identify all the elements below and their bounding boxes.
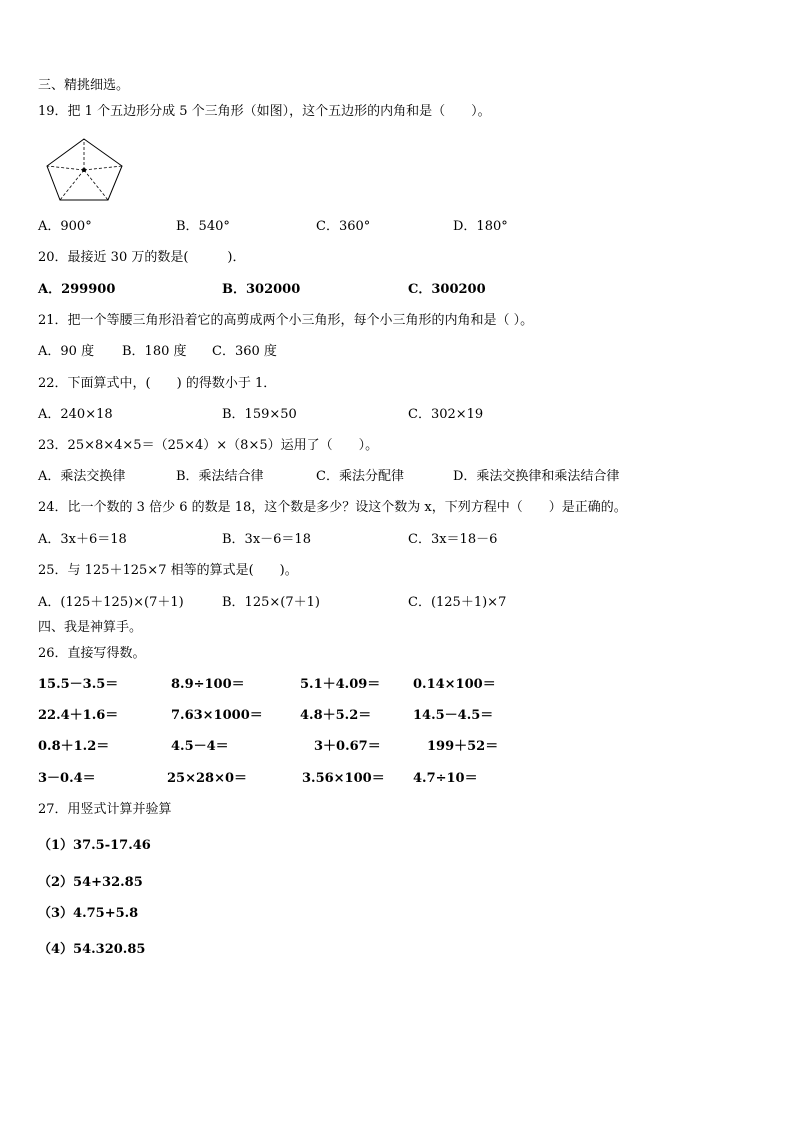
pentagon-center-point: [82, 168, 86, 172]
section-4-title: 四、我是神算手。: [38, 620, 143, 635]
q24-option-a: A．3x＋6＝18: [38, 532, 127, 547]
q20-option-c: C．300200: [408, 282, 486, 297]
question-23-stem: 23．25×8×4×5＝（25×4）×（8×5）运用了（ ）。: [38, 438, 379, 453]
q26-expression: 8.9÷100＝: [171, 677, 245, 692]
q22-option-c: C．302×19: [408, 407, 484, 422]
q26-expression: 5.1＋4.09＝: [300, 677, 381, 692]
q25-option-c: C．(125＋1)×7: [408, 595, 507, 610]
q26-expression: 4.5－4＝: [171, 739, 229, 754]
q26-expression: 22.4＋1.6＝: [38, 708, 119, 723]
q20-option-a: A．299900: [38, 282, 116, 297]
pentagon-dashed-line: [47, 166, 84, 170]
q26-expression: 4.7÷10＝: [413, 771, 478, 786]
section-3-title: 三、精挑细选。: [38, 78, 130, 93]
q26-expression: 25×28×0＝: [167, 771, 248, 786]
question-22-stem: 22．下面算式中，( ) 的得数小于 1．: [38, 376, 277, 391]
q21-option-c: C．360 度: [212, 344, 277, 359]
q26-expression: 3－0.4＝: [38, 771, 96, 786]
pentagon-figure: [44, 136, 126, 204]
q27-item: （4）54.320.85: [38, 942, 146, 957]
q19-option-b: B．540°: [176, 219, 230, 234]
pentagon-dashed-line: [60, 170, 84, 200]
question-20-stem: 20．最接近 30 万的数是( )．: [38, 250, 246, 265]
q21-option-b: B．180 度: [122, 344, 187, 359]
q26-expression: 7.63×1000＝: [171, 708, 263, 723]
q26-expression: 199＋52＝: [427, 739, 499, 754]
q20-option-b: B．302000: [222, 282, 301, 297]
q26-expression: 3＋0.67＝: [314, 739, 381, 754]
q26-expression: 15.5－3.5＝: [38, 677, 119, 692]
pentagon-dashed-line: [84, 170, 108, 200]
q22-option-a: A．240×18: [38, 407, 113, 422]
q25-option-b: B．125×(7＋1): [222, 595, 320, 610]
q26-expression: 0.14×100＝: [413, 677, 496, 692]
question-19-stem: 19．把 1 个五边形分成 5 个三角形（如图），这个五边形的内角和是（ ）。: [38, 104, 491, 119]
question-27-stem: 27．用竖式计算并验算: [38, 802, 172, 817]
pentagon-dashed-line: [84, 166, 122, 170]
q27-item: （2）54+32.85: [38, 875, 143, 890]
q27-item: （3）4.75+5.8: [38, 906, 139, 921]
q19-option-a: A．900°: [38, 219, 92, 234]
q23-option-a: A．乘法交换律: [38, 469, 126, 484]
q19-option-d: D．180°: [453, 219, 508, 234]
q26-expression: 0.8＋1.2＝: [38, 739, 110, 754]
question-24-stem: 24．比一个数的 3 倍少 6 的数是 18，这个数是多少？设这个数为 x，下列方程中（ ）是正确的。: [38, 500, 627, 515]
q24-option-b: B．3x－6＝18: [222, 532, 311, 547]
question-21-stem: 21．把一个等腰三角形沿着它的高剪成两个小三角形，每个小三角形的内角和是（ ）。: [38, 313, 534, 328]
question-25-stem: 25．与 125＋125×7 相等的算式是( )。: [38, 563, 298, 578]
q26-expression: 4.8＋5.2＝: [300, 708, 372, 723]
q26-expression: 14.5－4.5＝: [413, 708, 494, 723]
q27-item: （1）37.5-17.46: [38, 838, 151, 853]
q26-expression: 3.56×100＝: [302, 771, 385, 786]
q21-option-a: A．90 度: [38, 344, 95, 359]
q23-option-d: D．乘法交换律和乘法结合律: [453, 469, 620, 484]
q22-option-b: B．159×50: [222, 407, 297, 422]
q24-option-c: C．3x＝18－6: [408, 532, 498, 547]
q19-option-c: C．360°: [316, 219, 371, 234]
q25-option-a: A．(125＋125)×(7＋1): [38, 595, 184, 610]
question-26-stem: 26．直接写得数。: [38, 646, 146, 661]
q23-option-b: B．乘法结合律: [176, 469, 264, 484]
q23-option-c: C．乘法分配律: [316, 469, 404, 484]
